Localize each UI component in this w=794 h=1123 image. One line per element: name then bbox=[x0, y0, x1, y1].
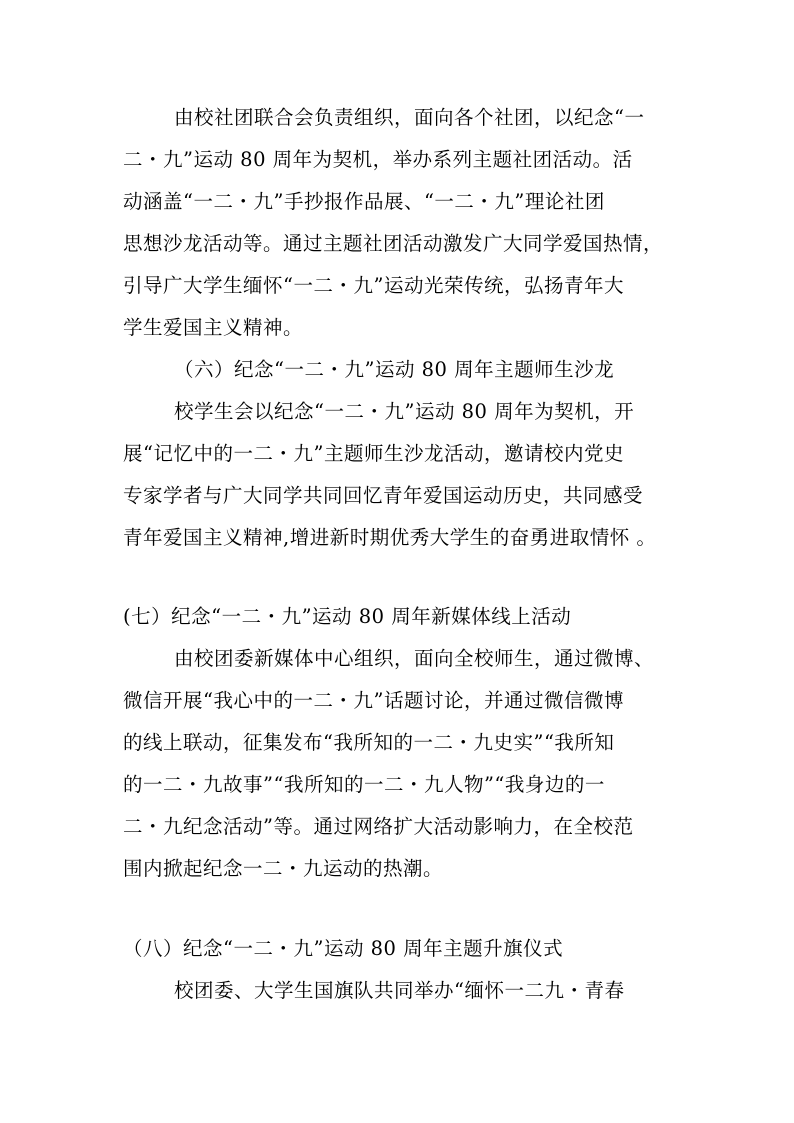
paragraph-line: 的线上联动，征集发布“我所知的一二・九史实”“我所知 bbox=[123, 731, 615, 754]
paragraph-line: 展“记忆中的一二・九”主题师生沙龙活动，邀请校内党史 bbox=[123, 442, 624, 465]
paragraph-line: 由校团委新媒体中心组织，面向全校师生，通过微博、 bbox=[174, 647, 655, 670]
paragraph-line: 专家学者与广大同学共同回忆青年爱国运动历史，共同感受 bbox=[123, 484, 644, 507]
paragraph-line: 校团委、大学生国旗队共同举办“缅怀一二九・青春 bbox=[174, 979, 625, 1002]
paragraph-line: 学生爱国主义精神。 bbox=[123, 316, 304, 339]
paragraph-line: 由校社团联合会负责组织，面向各个社团，以纪念“一 bbox=[174, 106, 645, 129]
paragraph-line: 校学生会以纪念“一二・九”运动 80 周年为契机，开 bbox=[174, 400, 635, 423]
paragraph-line: 引导广大学生缅怀“一二・九”运动光荣传统，弘扬青年大 bbox=[123, 274, 624, 297]
paragraph-line: 围内掀起纪念一二・九运动的热潮。 bbox=[123, 857, 444, 880]
paragraph-line: 微信开展“我心中的一二・九”话题讨论，并通过微信微博 bbox=[123, 689, 624, 712]
paragraph-line: 思想沙龙活动等。通过主题社团活动激发广大同学爱国热情， bbox=[123, 232, 664, 255]
section-heading-7: (七）纪念“一二・九”运动 80 周年新媒体线上活动 bbox=[123, 605, 572, 628]
paragraph-line: 二・九”运动 80 周年为契机，举办系列主题社团活动。活 bbox=[123, 148, 633, 171]
paragraph-line: 二・九纪念活动”等。通过网络扩大活动影响力，在全校范 bbox=[123, 815, 634, 838]
paragraph-line: 的一二・九故事”“我所知的一二・九人物”“我身边的一 bbox=[123, 773, 605, 796]
paragraph-line: 动涵盖“一二・九”手抄报作品展、“一二・九”理论社团 bbox=[123, 190, 605, 213]
section-heading-6: （六）纪念“一二・九”运动 80 周年主题师生沙龙 bbox=[174, 358, 615, 381]
paragraph-line: 青年爱国主义精神,增进新时期优秀大学生的奋勇进取情怀 。 bbox=[123, 526, 657, 549]
section-heading-8: （八）纪念“一二・九”运动 80 周年主题升旗仪式 bbox=[123, 937, 564, 960]
